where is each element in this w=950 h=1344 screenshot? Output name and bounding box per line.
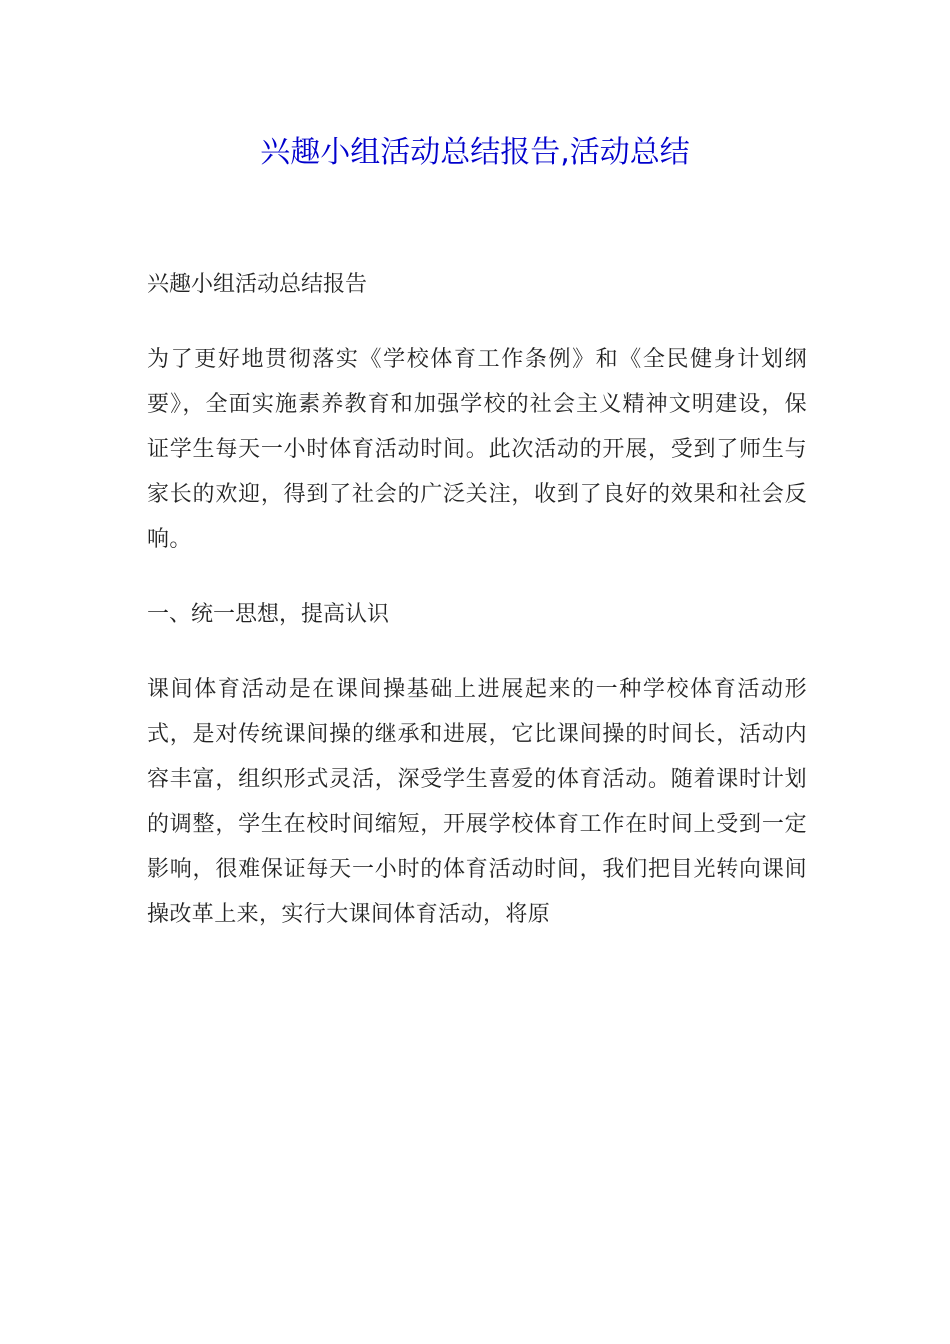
section-heading-1: 一、统一思想，提高认识 [147,602,390,627]
document-subtitle: 兴趣小组活动总结报告 [147,272,368,297]
paragraph-intro: 为了更好地贯彻落实《学校体育工作条例》和《全民健身计划纲要》，全面实施素养教育和加强学校的社会主义精神文明建设，保证学生每天一小时体育活动时间。此次活动的开展，受到了师生与家长的欢迎，得到了社会的广泛关注，收到了良好的效果和社会反响。 [147,347,807,552]
paragraph-section-1: 课间体育活动是在课间操基础上进展起来的一种学校体育活动形式，是对传统课间操的继承和进展，它比课间操的时间长，活动内容丰富，组织形式灵活，深受学生喜爱的体育活动。随着课时计划的调整，学生在校时间缩短，开展学校体育工作在时间上受到一定影响，很难保证每天一小时的体育活动时间，我们把目光转向课间操改革上来，实行大课间体育活动，将原 [147,677,807,927]
document-body [147,262,807,967]
document-title: 兴趣小组活动总结报告,活动总结 [260,135,690,170]
